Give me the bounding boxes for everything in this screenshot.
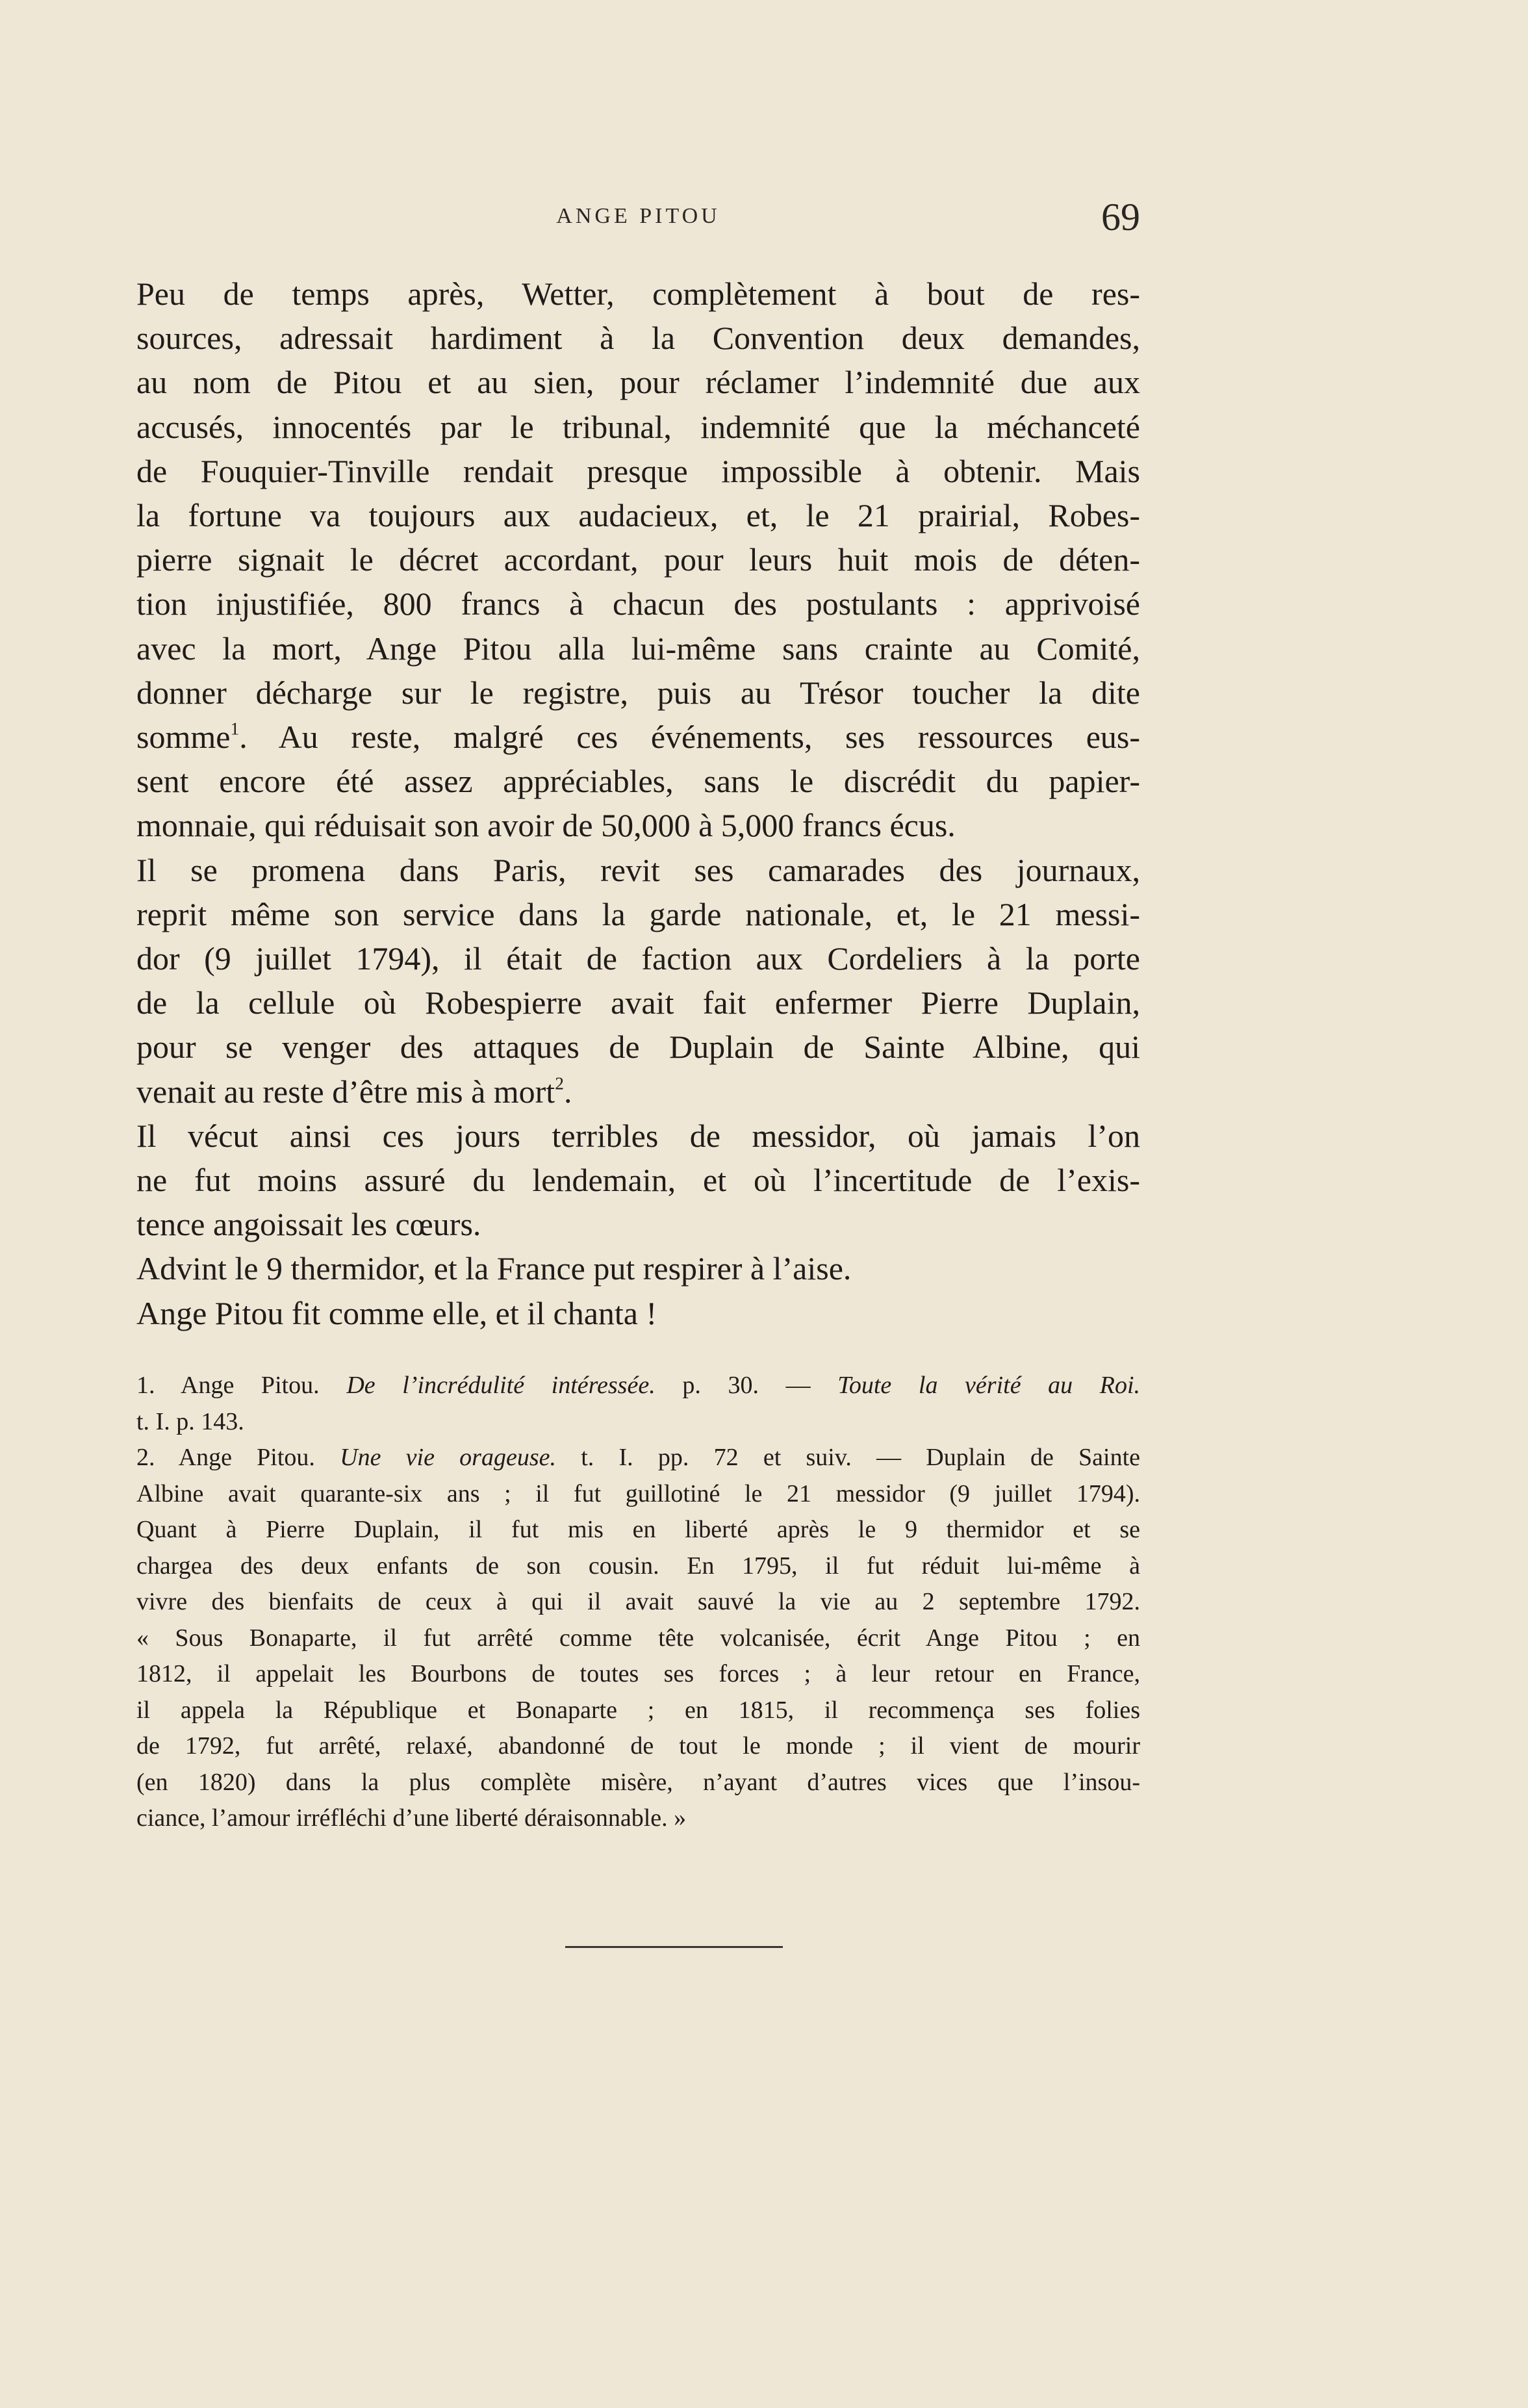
text-line: avec la mort, Ange Pitou alla lui-même sans crainte au Comité, (136, 630, 1140, 667)
footnote-text: p. 30. — (682, 1372, 811, 1399)
footnote-number: 1. (136, 1372, 155, 1399)
footnote-line: de 1792, fut arrêté, relaxé, abandonné de tout le monde ; il vient de mourir (136, 1732, 1140, 1760)
text-line: Il vécut ainsi ces jours terribles de messidor, où jamais l’on (136, 1117, 1140, 1154)
running-title: ANGE PITOU (556, 204, 720, 228)
text-line: donner décharge sur le registre, puis au Trésor toucher la dite (136, 674, 1140, 711)
text-line: sources, adressait hardiment à la Convention deux demandes, (136, 320, 1140, 357)
text-line: Advint le 9 thermidor, et la France put respirer à l’aise. (136, 1250, 852, 1287)
text-line: Ange Pitou fit comme elle, et il chanta ! (136, 1294, 657, 1331)
footnote-author: Ange Pitou. (178, 1444, 315, 1471)
footnote-line: (en 1820) dans la plus complète misère, n’ayant d’autres vices que l’insou- (136, 1768, 1140, 1796)
text-line: ne fut moins assuré du lendemain, et où l’incertitude de l’exis- (136, 1162, 1140, 1199)
text-line: Il se promena dans Paris, revit ses camarades des journaux, (136, 851, 1140, 888)
body-text (136, 272, 1140, 1335)
text-line (136, 715, 1140, 759)
footnote-1 (136, 1368, 1140, 1404)
text-fragment: . Au reste, malgré ces événements, ses ressources eus- (239, 719, 1140, 756)
text-fragment: somme (136, 719, 231, 756)
text-line: monnaie, qui réduisait son avoir de 50,000 à 5,000 francs écus. (136, 807, 956, 844)
end-rule (565, 1946, 783, 1948)
paragraph-5 (136, 1291, 1140, 1335)
text-line: tence angoissait les cœurs. (136, 1206, 481, 1243)
text-line (136, 1070, 1140, 1114)
footnote-author: Ange Pitou. (181, 1372, 320, 1399)
paragraph-3 (136, 1114, 1140, 1247)
paragraph-4 (136, 1246, 1140, 1290)
footnote-line: ciance, l’amour irréfléchi d’une liberté déraisonnable. » (136, 1804, 687, 1832)
page-number: 69 (1101, 196, 1140, 238)
footnote-2 (136, 1440, 1140, 1476)
footnote-line: « Sous Bonaparte, il fut arrêté comme tête volcanisée, écrit Ange Pitou ; en (136, 1624, 1140, 1652)
footnote-line: il appela la République et Bonaparte ; en 1815, il recommença ses folies (136, 1696, 1140, 1724)
text-line: tion injustifiée, 800 francs à chacun des postulants : apprivoisé (136, 585, 1140, 622)
footnote-ref-2[interactable]: 2 (555, 1073, 564, 1094)
text-line: accusés, innocentés par le tribunal, indemnité que la méchanceté (136, 408, 1140, 445)
footnote-number: 2. (136, 1444, 155, 1471)
footnote-line: chargea des deux enfants de son cousin. En 1795, il fut réduit lui-même à (136, 1552, 1140, 1580)
paragraph-1 (136, 272, 1140, 848)
footnote-line: vivre des bienfaits de ceux à qui il avait sauvé la vie au 2 septembre 1792. (136, 1588, 1140, 1615)
footnote-text: t. I. pp. 72 et suiv. — Duplain de Sainte (581, 1444, 1140, 1471)
footnote-line: t. I. p. 143. (136, 1407, 244, 1435)
footnote-title: Toute la vérité au Roi. (837, 1372, 1140, 1399)
footnote-line: Quant à Pierre Duplain, il fut mis en liberté après le 9 thermidor et se (136, 1516, 1140, 1543)
text-line: reprit même son service dans la garde nationale, et, le 21 messi- (136, 895, 1140, 932)
text-line: dor (9 juillet 1794), il était de faction aux Cordeliers à la porte (136, 940, 1140, 977)
text-line: la fortune va toujours aux audacieux, et, le 21 prairial, Robes- (136, 497, 1140, 534)
text-line: Peu de temps après, Wetter, complètement à bout de res- (136, 275, 1140, 312)
paragraph-2 (136, 848, 1140, 1114)
footnote-title: De l’incrédulité intéressée. (346, 1372, 656, 1399)
footnotes (136, 1368, 1140, 1837)
running-head (136, 195, 1140, 253)
text-fragment: . (563, 1073, 572, 1110)
footnote-line: Albine avait quarante-six ans ; il fut guillotiné le 21 messidor (9 juillet 1794). (136, 1479, 1140, 1507)
footnote-ref-1[interactable]: 1 (230, 718, 240, 739)
text-line: pierre signait le décret accordant, pour leurs huit mois de déten- (136, 541, 1140, 578)
text-line: de Fouquier-Tinville rendait presque impossible à obtenir. Mais (136, 452, 1140, 489)
footnote-title: Une vie orageuse. (340, 1444, 556, 1471)
text-fragment: venait au reste d’être mis à mort (136, 1073, 555, 1110)
text-line: sent encore été assez appréciables, sans le discrédit du papier- (136, 763, 1140, 800)
text-line: pour se venger des attaques de Duplain de Sainte Albine, qui (136, 1029, 1140, 1066)
text-line: au nom de Pitou et au sien, pour réclamer l’indemnité due aux (136, 364, 1140, 401)
text-line: de la cellule où Robespierre avait fait enfermer Pierre Duplain, (136, 984, 1140, 1021)
footnote-line: 1812, il appelait les Bourbons de toutes ses forces ; à leur retour en France, (136, 1660, 1140, 1687)
